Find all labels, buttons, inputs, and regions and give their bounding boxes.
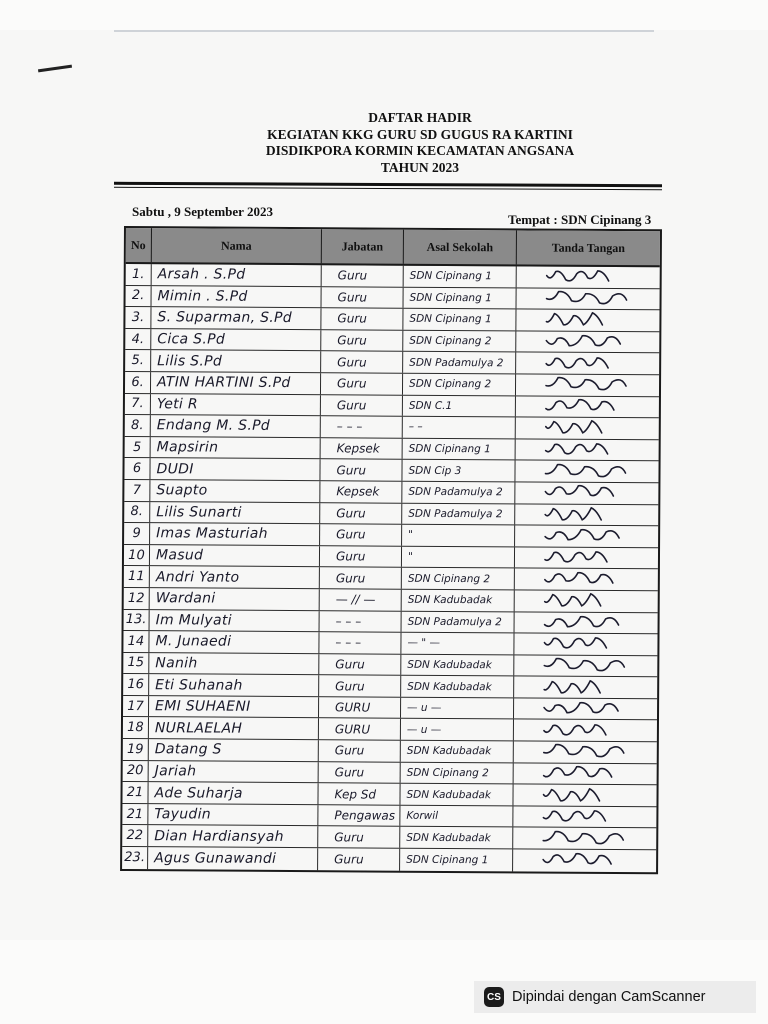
signature-mark	[542, 764, 618, 784]
cell-jabatan: – – –	[320, 611, 402, 632]
cell-no: 3.	[125, 307, 151, 328]
cell-tanda-tangan	[516, 396, 659, 417]
attendance-table	[120, 226, 662, 874]
cell-tanda-tangan	[513, 828, 656, 849]
cell-tanda-tangan	[514, 763, 657, 784]
table-header-row	[126, 228, 660, 267]
header-line-1: DAFTAR HADIR	[368, 110, 472, 125]
cell-asal-sekolah: "	[402, 525, 515, 546]
cell-asal-sekolah: SDN Kadubadak	[401, 741, 514, 762]
cell-no: 8.	[125, 415, 151, 436]
cell-asal-sekolah: SDN Cipinang 1	[403, 438, 516, 459]
camscanner-label: Dipindai dengan CamScanner	[512, 989, 706, 1005]
cell-nama: Nanih	[149, 653, 319, 675]
cell-nama: Cica S.Pd	[151, 329, 321, 351]
camscanner-icon: CS	[484, 987, 504, 1007]
cell-tanda-tangan	[515, 547, 658, 568]
cell-asal-sekolah: SDN Kadubadak	[402, 590, 515, 611]
col-header-no: No	[126, 228, 152, 262]
signature-mark	[542, 742, 630, 763]
cell-nama: Andri Yanto	[150, 566, 320, 588]
cell-jabatan: Pengawas	[318, 805, 400, 826]
cell-asal-sekolah: — u —	[401, 698, 514, 719]
cell-tanda-tangan	[516, 418, 659, 439]
cell-nama: Suapto	[150, 480, 320, 502]
cell-tanda-tangan	[516, 353, 659, 374]
cell-tanda-tangan	[515, 569, 658, 590]
cell-tanda-tangan	[515, 590, 658, 611]
signature-mark	[545, 267, 615, 287]
cell-tanda-tangan	[514, 633, 657, 654]
cell-no: 4.	[125, 329, 151, 350]
cell-tanda-tangan	[513, 785, 656, 806]
signature-mark	[543, 461, 631, 482]
cell-nama: Mapsirin	[151, 437, 321, 459]
cell-no: 5	[125, 437, 151, 458]
cell-nama: Ade Suharja	[148, 782, 318, 804]
cell-jabatan: GURU	[319, 719, 401, 740]
cell-asal-sekolah: — " —	[401, 633, 514, 654]
signature-mark	[542, 677, 606, 697]
cell-jabatan: Kepsek	[321, 438, 403, 459]
cell-nama: Agus Gunawandi	[148, 847, 318, 870]
cell-no: 21	[122, 804, 148, 825]
cell-tanda-tangan	[514, 677, 657, 698]
cell-no: 12	[124, 588, 150, 609]
signature-mark	[542, 699, 624, 720]
cell-tanda-tangan	[515, 504, 658, 525]
signature-mark	[541, 828, 629, 849]
cell-asal-sekolah: SDN Cipinang 1	[404, 287, 517, 308]
cell-asal-sekolah: SDN Cipinang 1	[403, 309, 516, 330]
cell-tanda-tangan	[513, 849, 656, 871]
document-header	[240, 110, 600, 176]
cell-no: 10	[124, 545, 150, 566]
signature-mark	[543, 548, 613, 568]
signature-mark	[542, 720, 612, 740]
cell-jabatan: Kepsek	[320, 481, 402, 502]
cell-tanda-tangan	[514, 720, 657, 741]
cell-no: 6	[124, 458, 150, 479]
cell-nama: Wardani	[150, 588, 320, 610]
cell-nama: S. Suparman, S.Pd	[151, 307, 321, 329]
cell-tanda-tangan	[516, 331, 659, 352]
cell-nama: Lilis Sunarti	[150, 502, 320, 524]
cell-jabatan: Guru	[318, 827, 400, 848]
cell-asal-sekolah: SDN Kadubadak	[400, 827, 513, 848]
cell-nama: Tayudin	[148, 804, 318, 826]
cell-jabatan: Guru	[320, 524, 402, 545]
cell-jabatan: Kep Sd	[318, 783, 400, 804]
cell-no: 1.	[126, 264, 152, 285]
cell-jabatan: Guru	[321, 308, 403, 329]
cell-tanda-tangan	[514, 655, 657, 676]
cell-nama: Im Mulyati	[150, 610, 320, 632]
signature-mark	[541, 807, 611, 827]
cell-asal-sekolah: SDN Padamulya 2	[403, 352, 516, 373]
col-header-tanda-tangan: Tanda Tangan	[551, 240, 626, 255]
meeting-place: Tempat : SDN Cipinang 3	[508, 212, 652, 227]
cell-asal-sekolah: SDN Cipinang 1	[400, 849, 513, 871]
cell-nama: NURLAELAH	[149, 718, 319, 740]
cell-tanda-tangan	[515, 612, 658, 633]
signature-mark	[543, 504, 607, 524]
cell-jabatan: Guru	[319, 762, 401, 783]
cell-nama: EMI SUHAENI	[149, 696, 319, 718]
header-line-4: TAHUN 2023	[380, 159, 460, 175]
cell-nama: Yeti R	[151, 394, 321, 416]
cell-no: 8.	[124, 502, 150, 523]
signature-mark	[544, 375, 632, 396]
cell-no: 17	[123, 696, 149, 717]
cell-jabatan: Guru	[321, 373, 403, 394]
cell-jabatan: Guru	[322, 287, 404, 308]
signature-mark	[541, 785, 605, 805]
cell-nama: Jariah	[149, 761, 319, 783]
col-header-asal-sekolah: Asal Sekolah	[404, 230, 517, 265]
signature-mark	[543, 526, 625, 547]
cell-tanda-tangan	[516, 439, 659, 460]
cell-tanda-tangan	[515, 461, 658, 482]
signature-mark	[543, 612, 625, 633]
signature-mark	[544, 353, 614, 373]
signature-mark	[545, 288, 633, 309]
cell-tanda-tangan	[514, 741, 657, 762]
cell-nama: Endang M. S.Pd	[151, 415, 321, 437]
cell-no: 23.	[122, 847, 148, 869]
cell-asal-sekolah: SDN Cipinang 2	[403, 374, 516, 395]
cell-nama: Mimin . S.Pd	[152, 286, 322, 308]
cell-jabatan: — // —	[320, 589, 402, 610]
cell-jabatan: Guru	[319, 740, 401, 761]
header-line-2: KEGIATAN KKG GURU SD GUGUS RA KARTINI	[267, 126, 573, 142]
cell-jabatan: – – –	[321, 416, 403, 437]
cell-nama: Eti Suhanah	[149, 674, 319, 696]
cell-asal-sekolah: SDN Cipinang 2	[403, 330, 516, 351]
signature-mark	[544, 396, 620, 416]
cell-no: 19	[123, 739, 149, 760]
cell-jabatan: Guru	[320, 568, 402, 589]
table-body	[122, 264, 660, 872]
cell-no: 6.	[125, 372, 151, 393]
cell-asal-sekolah: SDN Padamulya 2	[402, 503, 515, 524]
col-header-jabatan: Jabatan	[322, 229, 404, 264]
cell-no: 13.	[124, 610, 150, 631]
scan-edge-line	[114, 30, 654, 32]
cell-asal-sekolah: SDN Cipinang 1	[404, 266, 517, 287]
cell-asal-sekolah: – –	[403, 417, 516, 438]
cell-no: 18	[123, 717, 149, 738]
cell-no: 14	[123, 631, 149, 652]
cell-jabatan: Guru	[321, 330, 403, 351]
cell-jabatan: Guru	[321, 352, 403, 373]
cell-asal-sekolah: SDN Kadubadak	[400, 784, 513, 805]
cell-no: 9	[124, 523, 150, 544]
cell-asal-sekolah: SDN C.1	[403, 395, 516, 416]
cell-nama: Arsah . S.Pd	[152, 264, 322, 286]
cell-tanda-tangan	[515, 482, 658, 503]
signature-mark	[544, 310, 608, 330]
signature-mark	[543, 591, 607, 611]
cell-asal-sekolah: — u —	[401, 719, 514, 740]
cell-no: 20	[123, 761, 149, 782]
cell-asal-sekolah: SDN Kadubadak	[401, 676, 514, 697]
cell-tanda-tangan	[517, 288, 660, 309]
cell-jabatan: Guru	[321, 395, 403, 416]
cell-asal-sekolah: SDN Cip 3	[402, 460, 515, 481]
signature-mark	[544, 440, 614, 460]
cell-no: 2.	[126, 286, 152, 307]
signature-mark	[543, 483, 619, 503]
cell-asal-sekolah: SDN Cipinang 2	[401, 762, 514, 783]
cell-jabatan: Guru	[319, 675, 401, 696]
cell-jabatan: Guru	[320, 460, 402, 481]
cell-tanda-tangan	[513, 806, 656, 827]
cell-no: 21	[122, 782, 148, 803]
cell-nama: Lilis S.Pd	[151, 351, 321, 373]
cell-no: 5.	[125, 350, 151, 371]
cell-no: 22	[122, 825, 148, 846]
signature-mark	[544, 332, 626, 353]
cell-asal-sekolah: SDN Padamulya 2	[402, 482, 515, 503]
cell-asal-sekolah: "	[402, 546, 515, 567]
cell-asal-sekolah: SDN Cipinang 2	[402, 568, 515, 589]
cell-jabatan: GURU	[319, 697, 401, 718]
cell-nama: M. Junaedi	[149, 631, 319, 653]
cell-nama: Dian Hardiansyah	[148, 826, 318, 848]
cell-asal-sekolah: SDN Kadubadak	[401, 654, 514, 675]
cell-jabatan: Guru	[320, 503, 402, 524]
cell-nama: DUDI	[150, 459, 320, 481]
cell-no: 11	[124, 566, 150, 587]
cell-no: 7.	[125, 394, 151, 415]
cell-jabatan: Guru	[319, 654, 401, 675]
cell-asal-sekolah: Korwil	[400, 806, 513, 827]
signature-mark	[542, 634, 612, 654]
signature-mark	[544, 418, 608, 438]
cell-no: 7	[124, 480, 150, 501]
signature-mark	[541, 850, 617, 870]
table-row	[122, 847, 656, 872]
cell-nama: Datang S	[149, 739, 319, 761]
cell-tanda-tangan	[514, 698, 657, 719]
header-line-3: DISDIKPORA KORMIN KECAMATAN ANGSANA	[265, 143, 575, 158]
cell-tanda-tangan	[515, 526, 658, 547]
cell-jabatan: – – –	[319, 632, 401, 653]
camscanner-watermark	[474, 981, 756, 1013]
cell-nama: Imas Masturiah	[150, 523, 320, 545]
col-header-nama: Nama	[152, 228, 322, 263]
cell-asal-sekolah: SDN Padamulya 2	[402, 611, 515, 632]
cell-no: 15	[123, 653, 149, 674]
signature-mark	[542, 656, 630, 677]
cell-tanda-tangan	[517, 266, 660, 287]
meeting-date: Sabtu , 9 September 2023	[132, 204, 273, 219]
cell-nama: ATIN HARTINI S.Pd	[151, 372, 321, 394]
cell-jabatan: Guru	[318, 848, 400, 870]
signature-mark	[543, 569, 619, 589]
cell-jabatan: Guru	[320, 546, 402, 567]
cell-nama: Masud	[150, 545, 320, 567]
cell-tanda-tangan	[516, 310, 659, 331]
cell-tanda-tangan	[516, 374, 659, 395]
cell-jabatan: Guru	[322, 265, 404, 286]
cell-no: 16	[123, 674, 149, 695]
